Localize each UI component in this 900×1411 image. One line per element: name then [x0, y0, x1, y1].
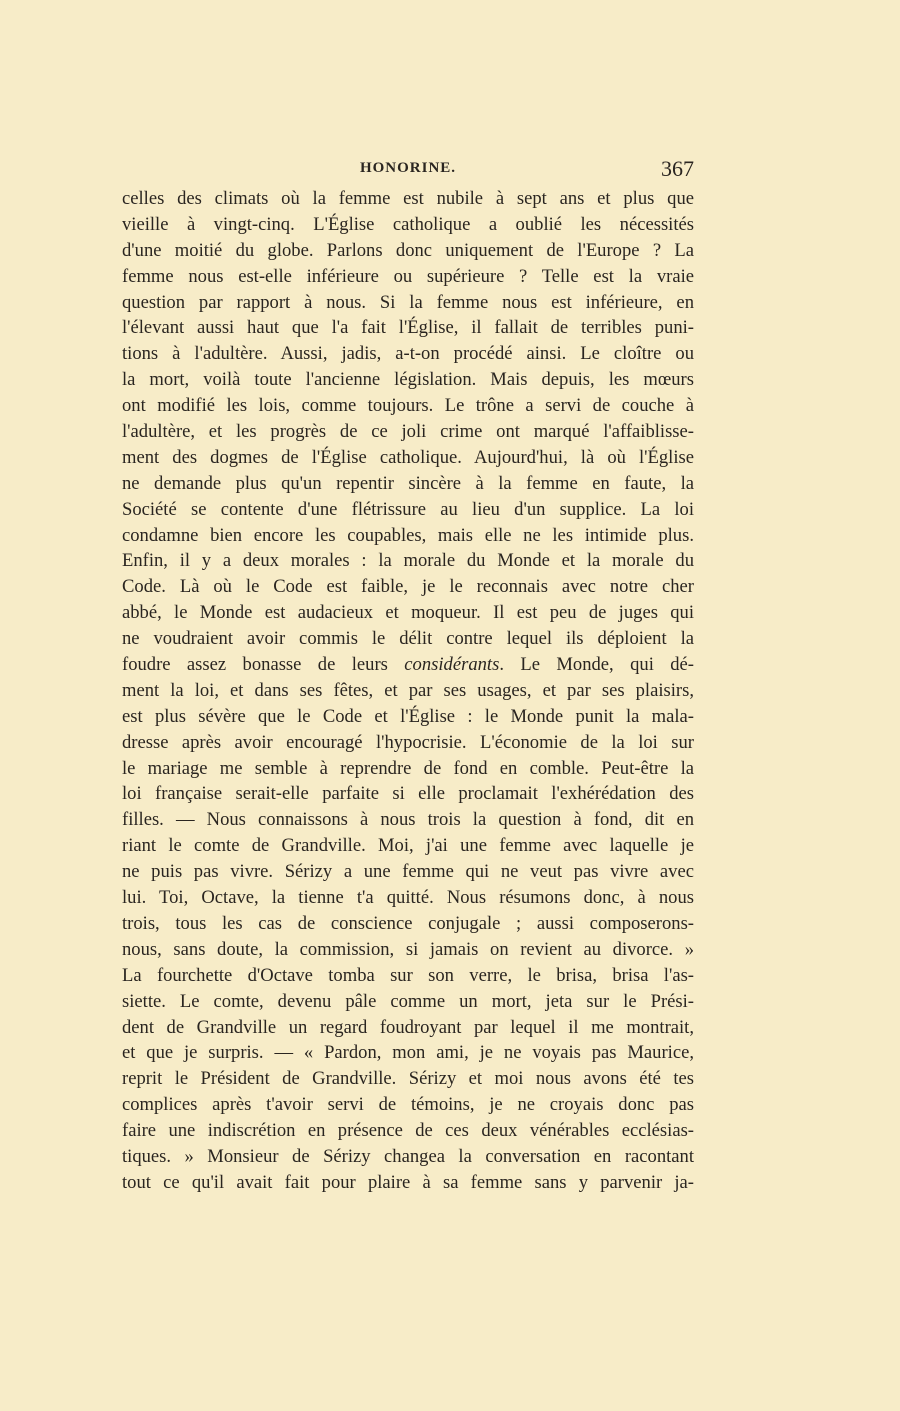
text-line: filles. — Nous connaissons à nous trois la question à fond, dit en [122, 809, 694, 831]
text-line: femme nous est-elle inférieure ou supérieure ? Telle est la vraie [122, 265, 694, 287]
text-segment: . Le Monde, qui dé- [499, 654, 694, 676]
chapter-title: HONORINE. [359, 160, 457, 176]
text-line: nous, sans doute, la commission, si jamais on revient au divorce. » [122, 938, 694, 960]
text-line: ne demande plus qu'un repentir sincère à la femme en faute, la [122, 472, 694, 494]
text-line: complices après t'avoir servi de témoins, je ne croyais donc pas [122, 1094, 694, 1116]
text-segment: foudre assez bonasse de leurs [122, 654, 405, 676]
text-line: tiques. » Monsieur de Sérizy changea la conversation en racontant [122, 1145, 694, 1167]
text-line: d'une moitié du globe. Parlons donc uniquement de l'Europe ? La [122, 239, 694, 261]
text-line: siette. Le comte, devenu pâle comme un mort, jeta sur le Prési- [122, 990, 694, 1012]
text-line: dent de Grandville un regard foudroyant par lequel il me montrait, [122, 1016, 694, 1038]
text-line: tions à l'adultère. Aussi, jadis, a-t-on procédé ainsi. Le cloître ou [122, 343, 694, 365]
body-text [122, 186, 694, 1196]
text-line: dresse après avoir encouragé l'hypocrisie. L'économie de la loi sur [122, 731, 694, 753]
text-line: Enfin, il y a deux morales : la morale du Monde et la morale du [122, 550, 694, 572]
text-line: ne puis pas vivre. Sérizy a une femme qui ne veut pas vivre avec [122, 861, 694, 883]
text-line: la mort, voilà toute l'ancienne législation. Mais depuis, les mœurs [122, 369, 694, 391]
text-line: trois, tous les cas de conscience conjugale ; aussi composerons- [122, 912, 694, 934]
text-line: loi française serait-elle parfaite si elle proclamait l'exhérédation des [122, 783, 694, 805]
text-line: La fourchette d'Octave tomba sur son verre, le brisa, brisa l'as- [122, 964, 694, 986]
text-line: Société se contente d'une flétrissure au lieu d'un supplice. La loi [122, 498, 694, 520]
text-line: lui. Toi, Octave, la tienne t'a quitté. Nous résumons donc, à nous [122, 887, 694, 909]
italic-word: considérants [404, 654, 500, 676]
text-line: celles des climats où la femme est nubile à sept ans et plus que [122, 188, 694, 209]
text-line: ne voudraient avoir commis le délit contre lequel ils déploient la [122, 628, 694, 650]
text-line: ment des dogmes de l'Église catholique. Aujourd'hui, là où l'Église [122, 446, 694, 468]
text-line: ont modifié les lois, comme toujours. Le trône a servi de couche à [122, 395, 694, 417]
text-line: question par rapport à nous. Si la femme nous est inférieure, en [122, 291, 694, 313]
page-number: 367 [661, 156, 694, 181]
text-line: riant le comte de Grandville. Moi, j'ai une femme avec laquelle je [122, 835, 694, 857]
text-line-mixed [122, 652, 694, 678]
text-line: le mariage me semble à reprendre de fond en comble. Peut-être la [122, 757, 694, 779]
text-line: est plus sévère que le Code et l'Église : le Monde punit la mala- [122, 705, 694, 727]
text-line: et que je surpris. — « Pardon, mon ami, je ne voyais pas Maurice, [122, 1042, 694, 1064]
text-line: tout ce qu'il avait fait pour plaire à sa femme sans y parvenir ja- [122, 1171, 694, 1193]
text-line: condamne bien encore les coupables, mais elle ne les intimide plus. [122, 524, 694, 546]
text-line: l'élevant aussi haut que l'a fait l'Église, il fallait de terribles puni- [122, 317, 694, 339]
text-line: abbé, le Monde est audacieux et moqueur. Il est peu de juges qui [122, 602, 694, 624]
text-line: vieille à vingt-cinq. L'Église catholique a oublié les nécessités [122, 213, 694, 235]
text-line: reprit le Président de Grandville. Sérizy et moi nous avons été tes [122, 1068, 694, 1090]
text-line: Code. Là où le Code est faible, je le reconnais avec notre cher [122, 576, 694, 598]
text-line: faire une indiscrétion en présence de ces deux vénérables ecclésias- [122, 1120, 694, 1142]
text-line: l'adultère, et les progrès de ce joli crime ont marqué l'affaiblisse- [122, 421, 694, 443]
running-head [122, 158, 694, 186]
text-line: ment la loi, et dans ses fêtes, et par ses usages, et par ses plaisirs, [122, 679, 694, 701]
